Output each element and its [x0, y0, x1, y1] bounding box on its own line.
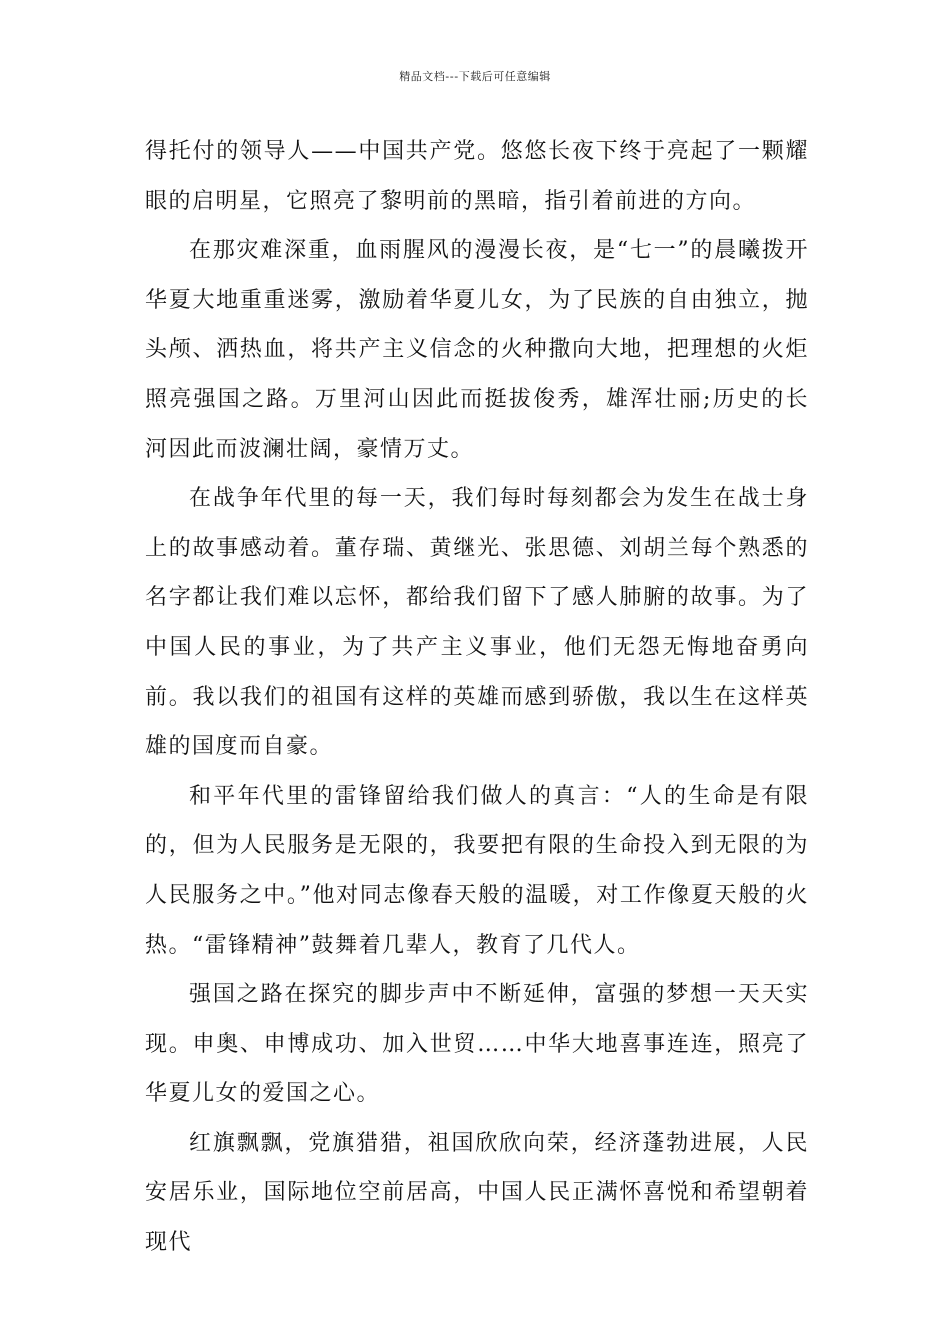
paragraph-6: 红旗飘飘，党旗猎猎，祖国欣欣向荣，经济蓬勃进展，人民安居乐业，国际地位空前居高，中国人民正满怀喜悦和希望朝着现代 — [145, 1130, 809, 1256]
paragraph-2: 在那灾难深重，血雨腥风的漫漫长夜，是“七一”的晨曦拨开华夏大地重重迷雾，激励着华夏儿女，为了民族的自由独立，抛头颅、洒热血，将共产主义信念的火种撒向大地，把理想的火炬照亮强国之路。万里河山因此而挺拔俊秀，雄浑壮丽;历史的长河因此而波澜壮阔，豪情万丈。 — [145, 238, 809, 462]
paragraph-5: 强国之路在探究的脚步声中不断延伸，富强的梦想一天天实现。申奥、申博成功、加入世贸……中华大地喜事连连，照亮了华夏儿女的爱国之心。 — [145, 982, 809, 1107]
paragraph-3: 在战争年代里的每一天，我们每时每刻都会为发生在战士身上的故事感动着。董存瑞、黄继光、张思德、刘胡兰每个熟悉的名字都让我们难以忘怀，都给我们留下了感人肺腑的故事。为了中国人民的事业，为了共产主义事业，他们无怨无悔地奋勇向前。我以我们的祖国有这样的英雄而感到骄傲，我以生在这样英雄的国度而自豪。 — [145, 486, 809, 760]
document-body — [145, 127, 809, 1268]
paragraph-4: 和平年代里的雷锋留给我们做人的真言：“人的生命是有限的，但为人民服务是无限的，我要把有限的生命投入到无限的为人民服务之中。”他对同志像春天般的温暖，对工作像夏天般的火热。“雷锋精神”鼓舞着几辈人，教育了几代人。 — [145, 783, 809, 958]
paragraph-1: 得托付的领导人——中国共产党。悠悠长夜下终于亮起了一颗耀眼的启明星，它照亮了黎明前的黑暗，指引着前进的方向。 — [145, 139, 809, 214]
page-header: 精品文档---下载后可任意编辑 — [399, 70, 551, 83]
